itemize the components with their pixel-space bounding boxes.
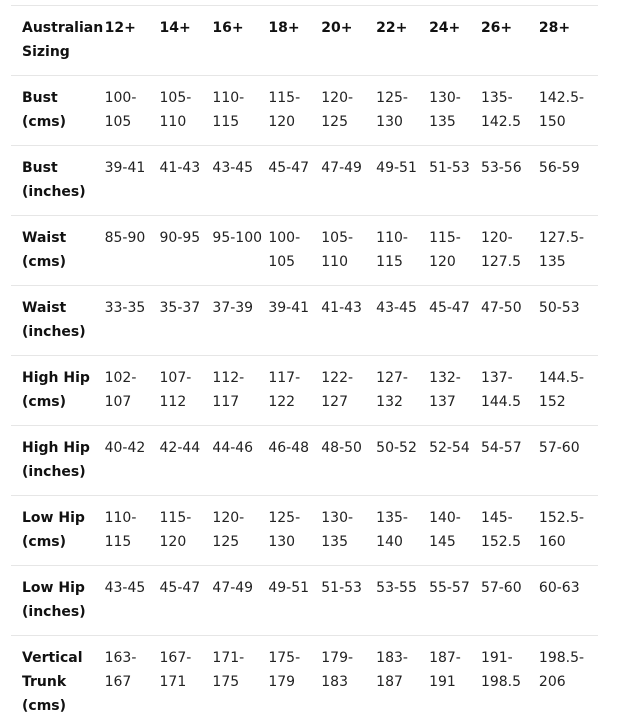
table-cell: 51-53 bbox=[321, 566, 376, 636]
table-cell: 135-140 bbox=[376, 496, 429, 566]
table-row bbox=[11, 216, 598, 286]
table-cell: 130-135 bbox=[321, 496, 376, 566]
table-cell: 50-53 bbox=[539, 286, 598, 356]
table-cell: 41-43 bbox=[321, 286, 376, 356]
table-cell: 183-187 bbox=[376, 636, 429, 723]
row-label: Vertical Trunk (cms) bbox=[11, 636, 105, 723]
table-row bbox=[11, 286, 598, 356]
table-row bbox=[11, 636, 598, 723]
table-cell: 130-135 bbox=[429, 76, 481, 146]
table-cell: 105-110 bbox=[321, 216, 376, 286]
row-label: Low Hip (cms) bbox=[11, 496, 105, 566]
table-cell: 179-183 bbox=[321, 636, 376, 723]
table-cell: 57-60 bbox=[481, 566, 539, 636]
table-cell: 127-132 bbox=[376, 356, 429, 426]
table-cell: 60-63 bbox=[539, 566, 598, 636]
size-header-28: 28+ bbox=[539, 6, 598, 76]
row-label: Waist (cms) bbox=[11, 216, 105, 286]
table-cell: 57-60 bbox=[539, 426, 598, 496]
table-cell: 120-125 bbox=[321, 76, 376, 146]
size-header-16: 16+ bbox=[212, 6, 268, 76]
table-cell: 49-51 bbox=[268, 566, 321, 636]
table-cell: 47-50 bbox=[481, 286, 539, 356]
corner-header: Australian Sizing bbox=[11, 6, 105, 76]
table-cell: 198.5-206 bbox=[539, 636, 598, 723]
table-cell: 53-56 bbox=[481, 146, 539, 216]
table-header-row bbox=[11, 6, 598, 76]
table-cell: 132-137 bbox=[429, 356, 481, 426]
table-cell: 47-49 bbox=[212, 566, 268, 636]
table-row bbox=[11, 566, 598, 636]
table-cell: 167-171 bbox=[160, 636, 213, 723]
table-cell: 140-145 bbox=[429, 496, 481, 566]
table-cell: 175-179 bbox=[268, 636, 321, 723]
table-cell: 46-48 bbox=[268, 426, 321, 496]
row-label: Bust (inches) bbox=[11, 146, 105, 216]
table-cell: 39-41 bbox=[268, 286, 321, 356]
table-cell: 43-45 bbox=[105, 566, 160, 636]
table-cell: 171-175 bbox=[212, 636, 268, 723]
table-cell: 43-45 bbox=[376, 286, 429, 356]
table-cell: 187-191 bbox=[429, 636, 481, 723]
table-cell: 112-117 bbox=[212, 356, 268, 426]
table-cell: 135-142.5 bbox=[481, 76, 539, 146]
table-cell: 191-198.5 bbox=[481, 636, 539, 723]
table-cell: 49-51 bbox=[376, 146, 429, 216]
size-header-18: 18+ bbox=[268, 6, 321, 76]
table-row bbox=[11, 356, 598, 426]
table-row bbox=[11, 76, 598, 146]
size-header-26: 26+ bbox=[481, 6, 539, 76]
table-cell: 115-120 bbox=[268, 76, 321, 146]
table-cell: 41-43 bbox=[160, 146, 213, 216]
row-label: High Hip (inches) bbox=[11, 426, 105, 496]
table-cell: 100-105 bbox=[268, 216, 321, 286]
table-cell: 43-45 bbox=[212, 146, 268, 216]
table-cell: 110-115 bbox=[376, 216, 429, 286]
table-cell: 110-115 bbox=[212, 76, 268, 146]
table-cell: 127.5-135 bbox=[539, 216, 598, 286]
size-header-12: 12+ bbox=[105, 6, 160, 76]
table-cell: 33-35 bbox=[105, 286, 160, 356]
size-header-24: 24+ bbox=[429, 6, 481, 76]
table-cell: 125-130 bbox=[268, 496, 321, 566]
table-cell: 120-125 bbox=[212, 496, 268, 566]
table-cell: 95-100 bbox=[212, 216, 268, 286]
table-cell: 90-95 bbox=[160, 216, 213, 286]
table-cell: 50-52 bbox=[376, 426, 429, 496]
table-cell: 39-41 bbox=[105, 146, 160, 216]
row-label: Low Hip (inches) bbox=[11, 566, 105, 636]
size-header-14: 14+ bbox=[160, 6, 213, 76]
table-cell: 53-55 bbox=[376, 566, 429, 636]
table-cell: 44-46 bbox=[212, 426, 268, 496]
table-cell: 137-144.5 bbox=[481, 356, 539, 426]
table-cell: 144.5-152 bbox=[539, 356, 598, 426]
table-cell: 125-130 bbox=[376, 76, 429, 146]
table-row bbox=[11, 146, 598, 216]
table-cell: 107-112 bbox=[160, 356, 213, 426]
table-cell: 115-120 bbox=[429, 216, 481, 286]
table-cell: 52-54 bbox=[429, 426, 481, 496]
table-cell: 55-57 bbox=[429, 566, 481, 636]
table-cell: 117-122 bbox=[268, 356, 321, 426]
row-label: Waist (inches) bbox=[11, 286, 105, 356]
table-cell: 35-37 bbox=[160, 286, 213, 356]
table-cell: 122-127 bbox=[321, 356, 376, 426]
table-cell: 163-167 bbox=[105, 636, 160, 723]
table-cell: 45-47 bbox=[268, 146, 321, 216]
size-header-20: 20+ bbox=[321, 6, 376, 76]
table-cell: 110-115 bbox=[105, 496, 160, 566]
table-row bbox=[11, 426, 598, 496]
size-header-22: 22+ bbox=[376, 6, 429, 76]
table-cell: 56-59 bbox=[539, 146, 598, 216]
australian-sizing-table bbox=[11, 5, 598, 722]
table-cell: 102-107 bbox=[105, 356, 160, 426]
table-cell: 100-105 bbox=[105, 76, 160, 146]
row-label: High Hip (cms) bbox=[11, 356, 105, 426]
table-cell: 45-47 bbox=[160, 566, 213, 636]
table-cell: 48-50 bbox=[321, 426, 376, 496]
table-cell: 142.5-150 bbox=[539, 76, 598, 146]
table-cell: 105-110 bbox=[160, 76, 213, 146]
table-cell: 40-42 bbox=[105, 426, 160, 496]
table-cell: 51-53 bbox=[429, 146, 481, 216]
table-cell: 115-120 bbox=[160, 496, 213, 566]
table-cell: 54-57 bbox=[481, 426, 539, 496]
table-cell: 120-127.5 bbox=[481, 216, 539, 286]
table-cell: 37-39 bbox=[212, 286, 268, 356]
table-row bbox=[11, 496, 598, 566]
row-label: Bust (cms) bbox=[11, 76, 105, 146]
table-cell: 152.5-160 bbox=[539, 496, 598, 566]
table-cell: 42-44 bbox=[160, 426, 213, 496]
table-cell: 145-152.5 bbox=[481, 496, 539, 566]
table-cell: 47-49 bbox=[321, 146, 376, 216]
table-cell: 85-90 bbox=[105, 216, 160, 286]
table-cell: 45-47 bbox=[429, 286, 481, 356]
